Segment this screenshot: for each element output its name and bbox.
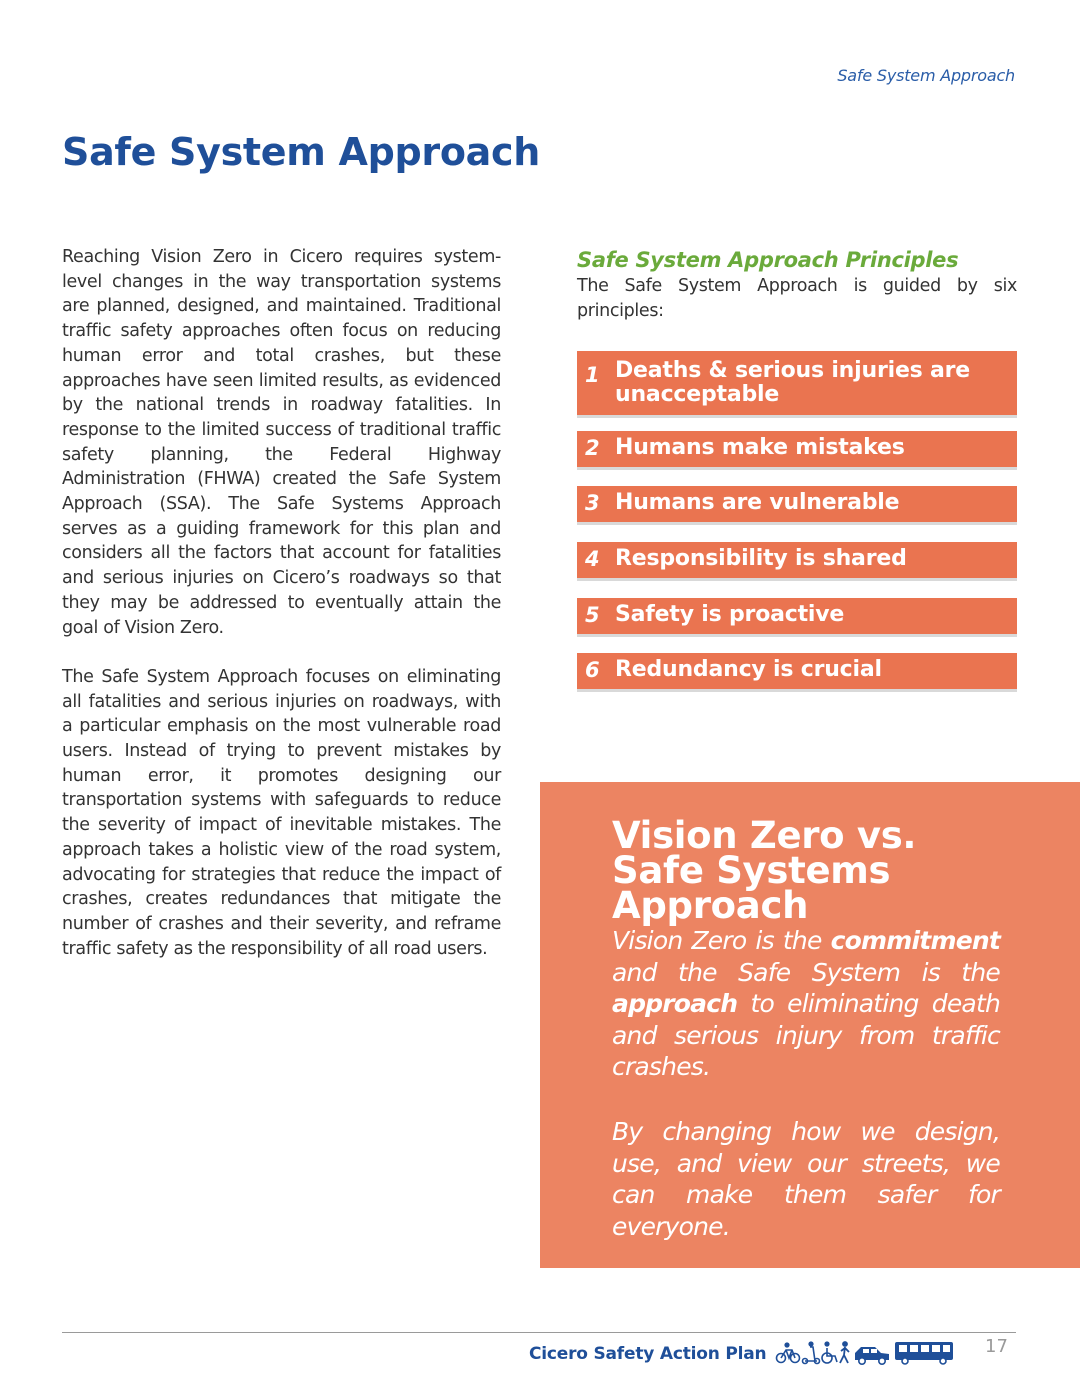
callout-paragraph-2: By changing how we design, use, and view our streets, we can make them safer for everyone. <box>612 1117 1000 1241</box>
principle-item <box>577 351 1017 418</box>
principle-number: 2 <box>585 436 600 460</box>
principles-section <box>577 246 1017 682</box>
mode-icons-strip <box>775 1339 955 1369</box>
principle-number: 4 <box>585 547 600 571</box>
principle-label: Deaths & serious injuries are unacceptable <box>615 358 971 407</box>
principle-label: Redundancy is crucial <box>615 657 882 682</box>
callout-box <box>540 782 1080 1268</box>
body-paragraph-1: Reaching Vision Zero in Cicero requires system-level changes in the way transportation systems are planned, designed, and maintained. Traditional traffic safety approaches often focus on reducing human error and total crashes, but these approaches have seen limited results, as evidenced by the national trends in roadway fatalities. In response to the limited success of traditional traffic safety planning, the Federal Highway Administration (FHWA) created the Safe System Approach (SSA). The Safe Systems Approach serves as a guiding framework for this plan and considers all the factors that account for fatalities and serious injuries on Cicero’s roadways so that they may be addressed to eventually attain the goal of Vision Zero. <box>62 247 501 638</box>
principle-item <box>577 431 1017 470</box>
principle-label: Safety is proactive <box>615 602 845 627</box>
callout-paragraph-1 <box>612 925 1000 1083</box>
bus-icon <box>895 1342 953 1364</box>
car-icon <box>855 1347 889 1364</box>
running-header: Safe System Approach <box>837 66 1015 85</box>
principle-label: Responsibility is shared <box>615 546 907 571</box>
callout-text-part: to eliminating death and serious injury from traffic crashes. <box>612 989 1000 1082</box>
callout-text-part: and the Safe System is the <box>612 957 1000 987</box>
scooter-icon <box>803 1342 820 1363</box>
footer-icons <box>775 1339 955 1373</box>
callout-text-part: Vision Zero is the <box>612 926 831 955</box>
footer-divider <box>62 1332 1016 1333</box>
principle-number: 3 <box>585 491 600 515</box>
page-title: Safe System Approach <box>62 130 540 174</box>
footer-title: Cicero Safety Action Plan <box>529 1344 767 1364</box>
principle-item <box>577 542 1017 581</box>
principle-item <box>577 598 1017 637</box>
principle-number: 5 <box>585 603 600 627</box>
principles-heading: Safe System Approach Principles <box>577 248 959 272</box>
callout-emphasis-commitment: commitment <box>830 926 1000 955</box>
pedestrian-icon <box>840 1342 849 1363</box>
principle-label: Humans are vulnerable <box>615 490 900 515</box>
callout-emphasis-approach: approach <box>612 989 738 1019</box>
principles-intro: The Safe System Approach is guided by six principles: <box>577 276 1017 321</box>
callout-title: Vision Zero vs. Safe Systems Approach <box>612 814 917 927</box>
principle-number: 1 <box>585 363 600 387</box>
principle-item <box>577 486 1017 525</box>
page-number: 17 <box>985 1336 1008 1357</box>
body-text-column <box>62 245 501 986</box>
body-paragraph-2: The Safe System Approach focuses on eliminating all fatalities and serious injuries on roadways, with a particular emphasis on the most vulnerable road users. Instead of trying to prevent mistakes by human error, it promotes designing our transportation systems with safeguards to reduce the severity of impact of inevitable mistakes. The approach takes a holistic view of the road system, advocating for strategies that reduce the impact of crashes, creates redundances that mitigate the number of crashes and their severity, and reframe traffic safety as the responsibility of all road users. <box>62 666 501 959</box>
principle-number: 6 <box>585 658 600 682</box>
principle-label: Humans make mistakes <box>615 435 905 460</box>
bicycle-icon <box>777 1343 800 1362</box>
wheelchair-icon <box>822 1342 837 1363</box>
principle-item <box>577 653 1017 692</box>
